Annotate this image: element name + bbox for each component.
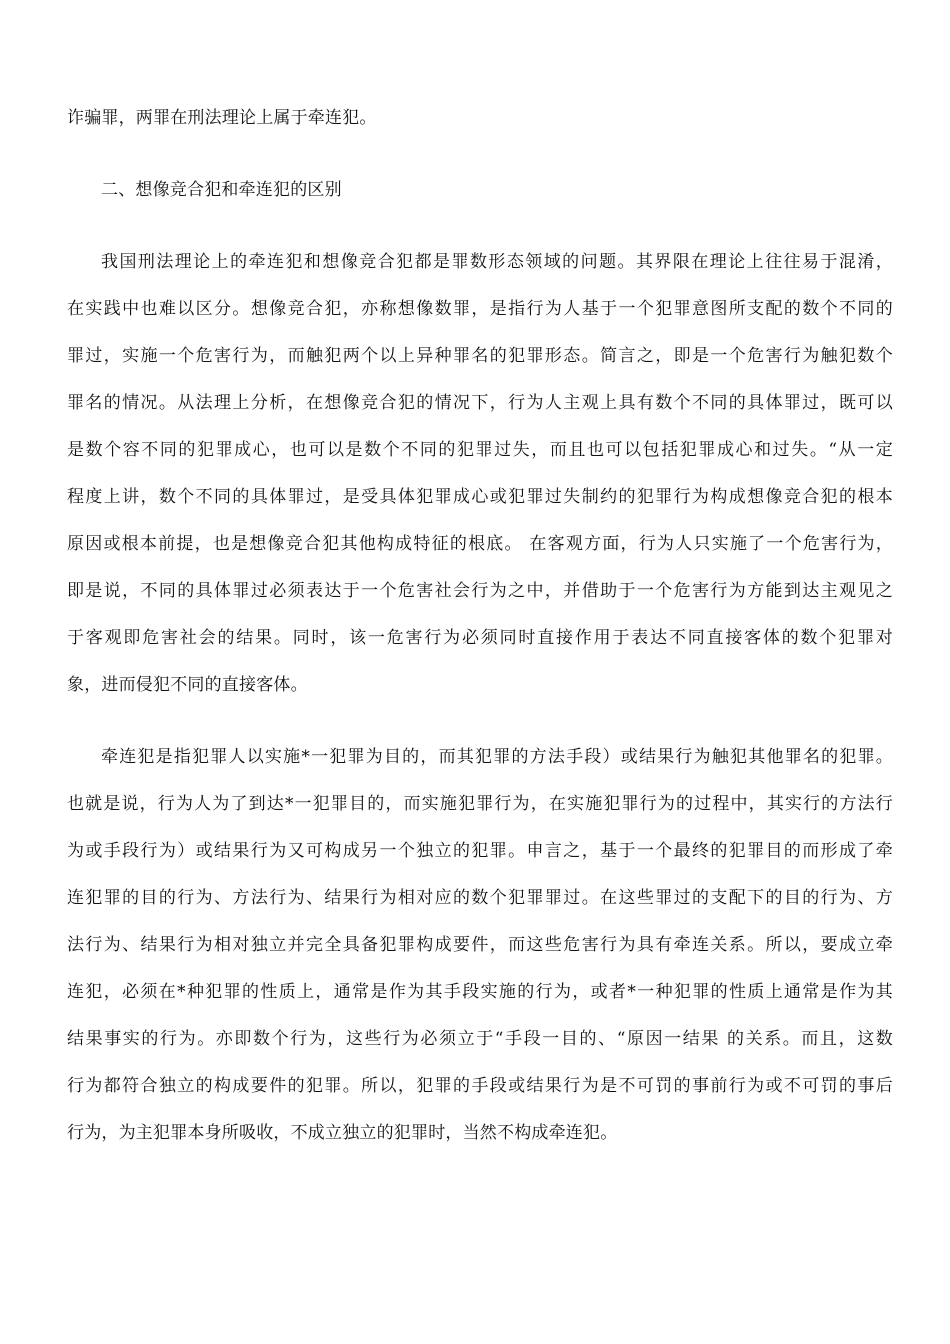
- paragraph-line: 象，进而侵犯不同的直接客体。: [67, 675, 308, 695]
- paragraph-line: 即是说，不同的具体罪过必须表达于一个危害社会行为之中，并借助于一个危害行为方能到达主观见之: [67, 581, 893, 601]
- paragraph-line: 牵连犯是指犯罪人以实施*一犯罪为目的，而其犯罪的方法手段）或结果行为触犯其他罪名的犯罪。: [101, 747, 893, 767]
- paragraph-line: 在实践中也难以区分。想像竞合犯，亦称想像数罪，是指行为人基于一个犯罪意图所支配的数个不同的: [67, 299, 893, 319]
- paragraph-line: 结果事实的行为。亦即数个行为，这些行为必须立于“手段一目的、“原因一结果 的关系。而且，这数: [67, 1029, 893, 1049]
- paragraph-line: 程度上讲，数个不同的具体罪过，是受具体犯罪成心或犯罪过失制约的犯罪行为构成想像竞合犯的根本: [67, 487, 893, 507]
- paragraph-line: 是数个容不同的犯罪成心，也可以是数个不同的犯罪过失，而且也可以包括犯罪成心和过失。“从一定: [67, 440, 893, 460]
- paragraph-line: 连犯，必须在*种犯罪的性质上，通常是作为其手段实施的行为，或者*一种犯罪的性质上通常是作为其: [67, 982, 893, 1002]
- paragraph-line: 于客观即危害社会的结果。同时，该一危害行为必须同时直接作用于表达不同直接客体的数个犯罪对: [67, 628, 893, 648]
- paragraph-line: 罪过，实施一个危害行为，而触犯两个以上异种罪名的犯罪形态。简言之，即是一个危害行为触犯数个: [67, 346, 893, 366]
- paragraph-line: 法行为、结果行为相对独立并完全具备犯罪构成要件，而这些危害行为具有牵连关系。所以，要成立牵: [67, 935, 893, 955]
- paragraph-line: 也就是说，行为人为了到达*一犯罪目的，而实施犯罪行为，在实施犯罪行为的过程中，其实行的方法行: [67, 794, 893, 814]
- intro-line: 诈骗罪，两罪在刑法理论上属于牵连犯。: [67, 108, 377, 128]
- paragraph-line: 为或手段行为）或结果行为又可构成另一个独立的犯罪。申言之，基于一个最终的犯罪目的而形成了牵: [67, 841, 893, 861]
- paragraph-line: 行为都符合独立的构成要件的犯罪。所以，犯罪的手段或结果行为是不可罚的事前行为或不可罚的事后: [67, 1076, 893, 1096]
- paragraph-line: 连犯罪的目的行为、方法行为、结果行为相对应的数个犯罪罪过。在这些罪过的支配下的目的行为、方: [67, 888, 893, 908]
- paragraph-line: 我国刑法理论上的牵连犯和想像竞合犯都是罪数形态领域的问题。其界限在理论上往往易于混淆，: [101, 252, 893, 272]
- paragraph-line: 行为，为主犯罪本身所吸收，不成立独立的犯罪时，当然不构成牵连犯。: [67, 1123, 618, 1143]
- paragraph-line: 罪名的情况。从法理上分析，在想像竞合犯的情况下，行为人主观上具有数个不同的具体罪过，既可以: [67, 393, 893, 413]
- section-heading: 二、想像竞合犯和牵连犯的区别: [101, 180, 342, 200]
- paragraph-line: 原因或根本前提，也是想像竞合犯其他构成特征的根底。 在客观方面，行为人只实施了一个危害行为，: [67, 534, 893, 554]
